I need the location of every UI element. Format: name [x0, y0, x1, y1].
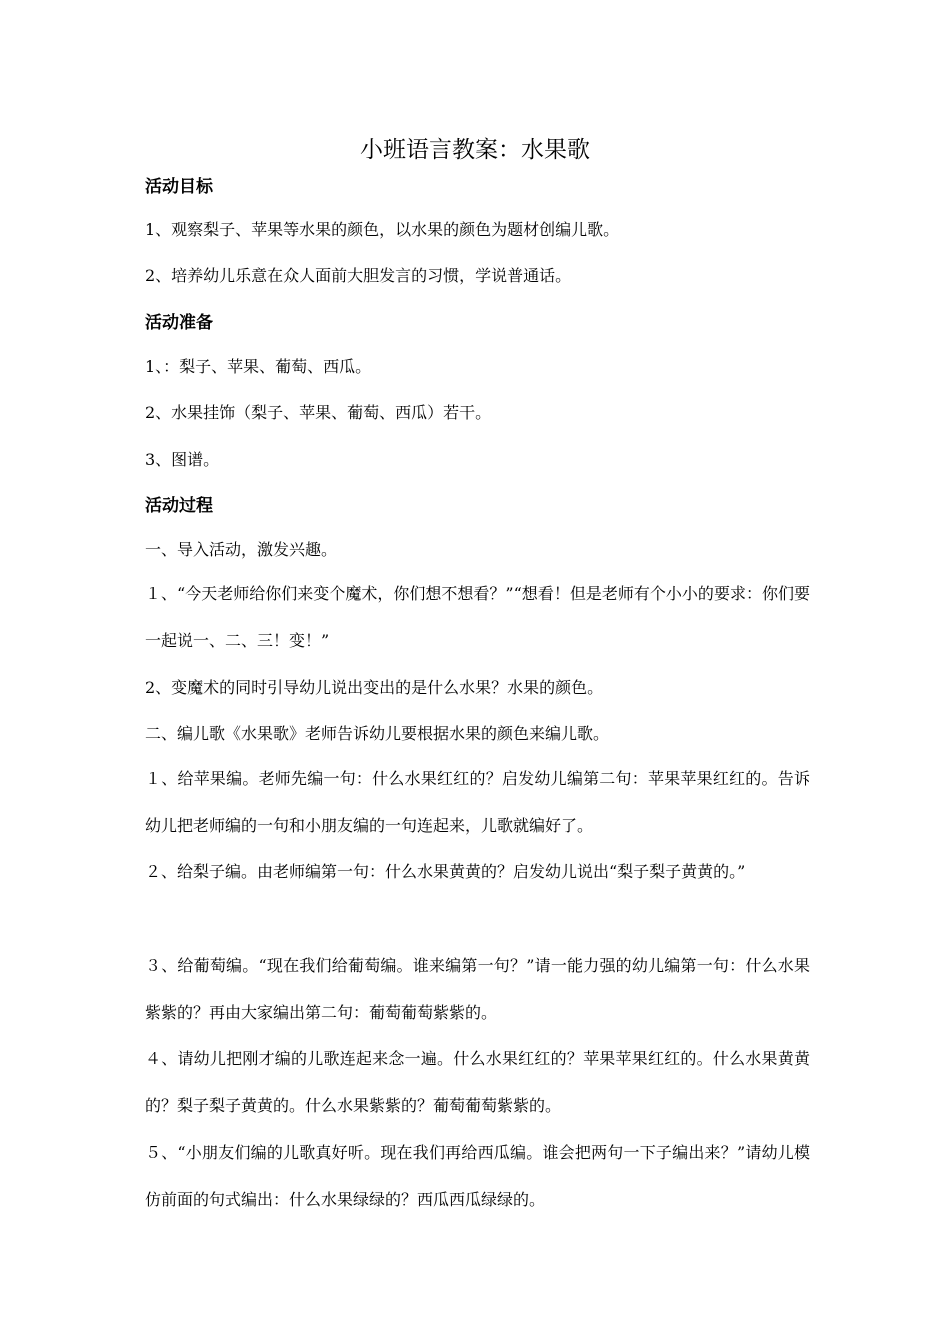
- process-part1-title: 一、导入活动，激发兴趣。: [145, 540, 338, 559]
- preparation-item-3: 3、图谱。: [145, 450, 220, 469]
- document-title: 小班语言教案：水果歌: [360, 137, 590, 163]
- process-part2-step1: １、给苹果编。老师先编一句：什么水果红红的？启发幼儿编第二句：苹果苹果红红的。告诉幼儿把老师编的一句和小朋友编的一句连起来，儿歌就编好了。: [145, 769, 810, 835]
- preparation-item-2: 2、水果挂饰（梨子、苹果、葡萄、西瓜）若干。: [145, 403, 492, 422]
- goal-item-1: 1、观察梨子、苹果等水果的颜色，以水果的颜色为题材创编儿歌。: [145, 220, 620, 239]
- section-heading-process: 活动过程: [145, 496, 213, 516]
- process-part2-step5: ５、“小朋友们编的儿歌真好听。现在我们再给西瓜编。谁会把两句一下子编出来？”请幼儿模仿前面的句式编出：什么水果绿绿的？西瓜西瓜绿绿的。: [145, 1143, 810, 1209]
- process-part2-step4: ４、请幼儿把刚才编的儿歌连起来念一遍。什么水果红红的？苹果苹果红红的。什么水果黄黄的？梨子梨子黄黄的。什么水果紫紫的？葡萄葡萄紫紫的。: [145, 1049, 810, 1115]
- section-heading-preparation: 活动准备: [145, 313, 213, 333]
- process-part2-step3: ３、给葡萄编。“现在我们给葡萄编。谁来编第一句？”请一能力强的幼儿编第一句：什么水果紫紫的？再由大家编出第二句：葡萄葡萄紫紫的。: [145, 956, 810, 1022]
- process-part1-step1: １、“今天老师给你们来变个魔术，你们想不想看？”“想看！但是老师有个小小的要求：你们要一起说一、二、三！变！”: [145, 584, 810, 650]
- process-part1-step2: 2、变魔术的同时引导幼儿说出变出的是什么水果？水果的颜色。: [145, 678, 604, 697]
- goal-item-2: 2、培养幼儿乐意在众人面前大胆发言的习惯，学说普通话。: [145, 266, 572, 285]
- process-part2-step2: ２、给梨子编。由老师编第一句：什么水果黄黄的？启发幼儿说出“梨子梨子黄黄的。”: [145, 862, 746, 881]
- preparation-item-1: 1、：梨子、苹果、葡萄、西瓜。: [145, 357, 372, 376]
- process-part2-title: 二、编儿歌《水果歌》老师告诉幼儿要根据水果的颜色来编儿歌。: [145, 724, 610, 743]
- section-heading-goals: 活动目标: [145, 177, 213, 197]
